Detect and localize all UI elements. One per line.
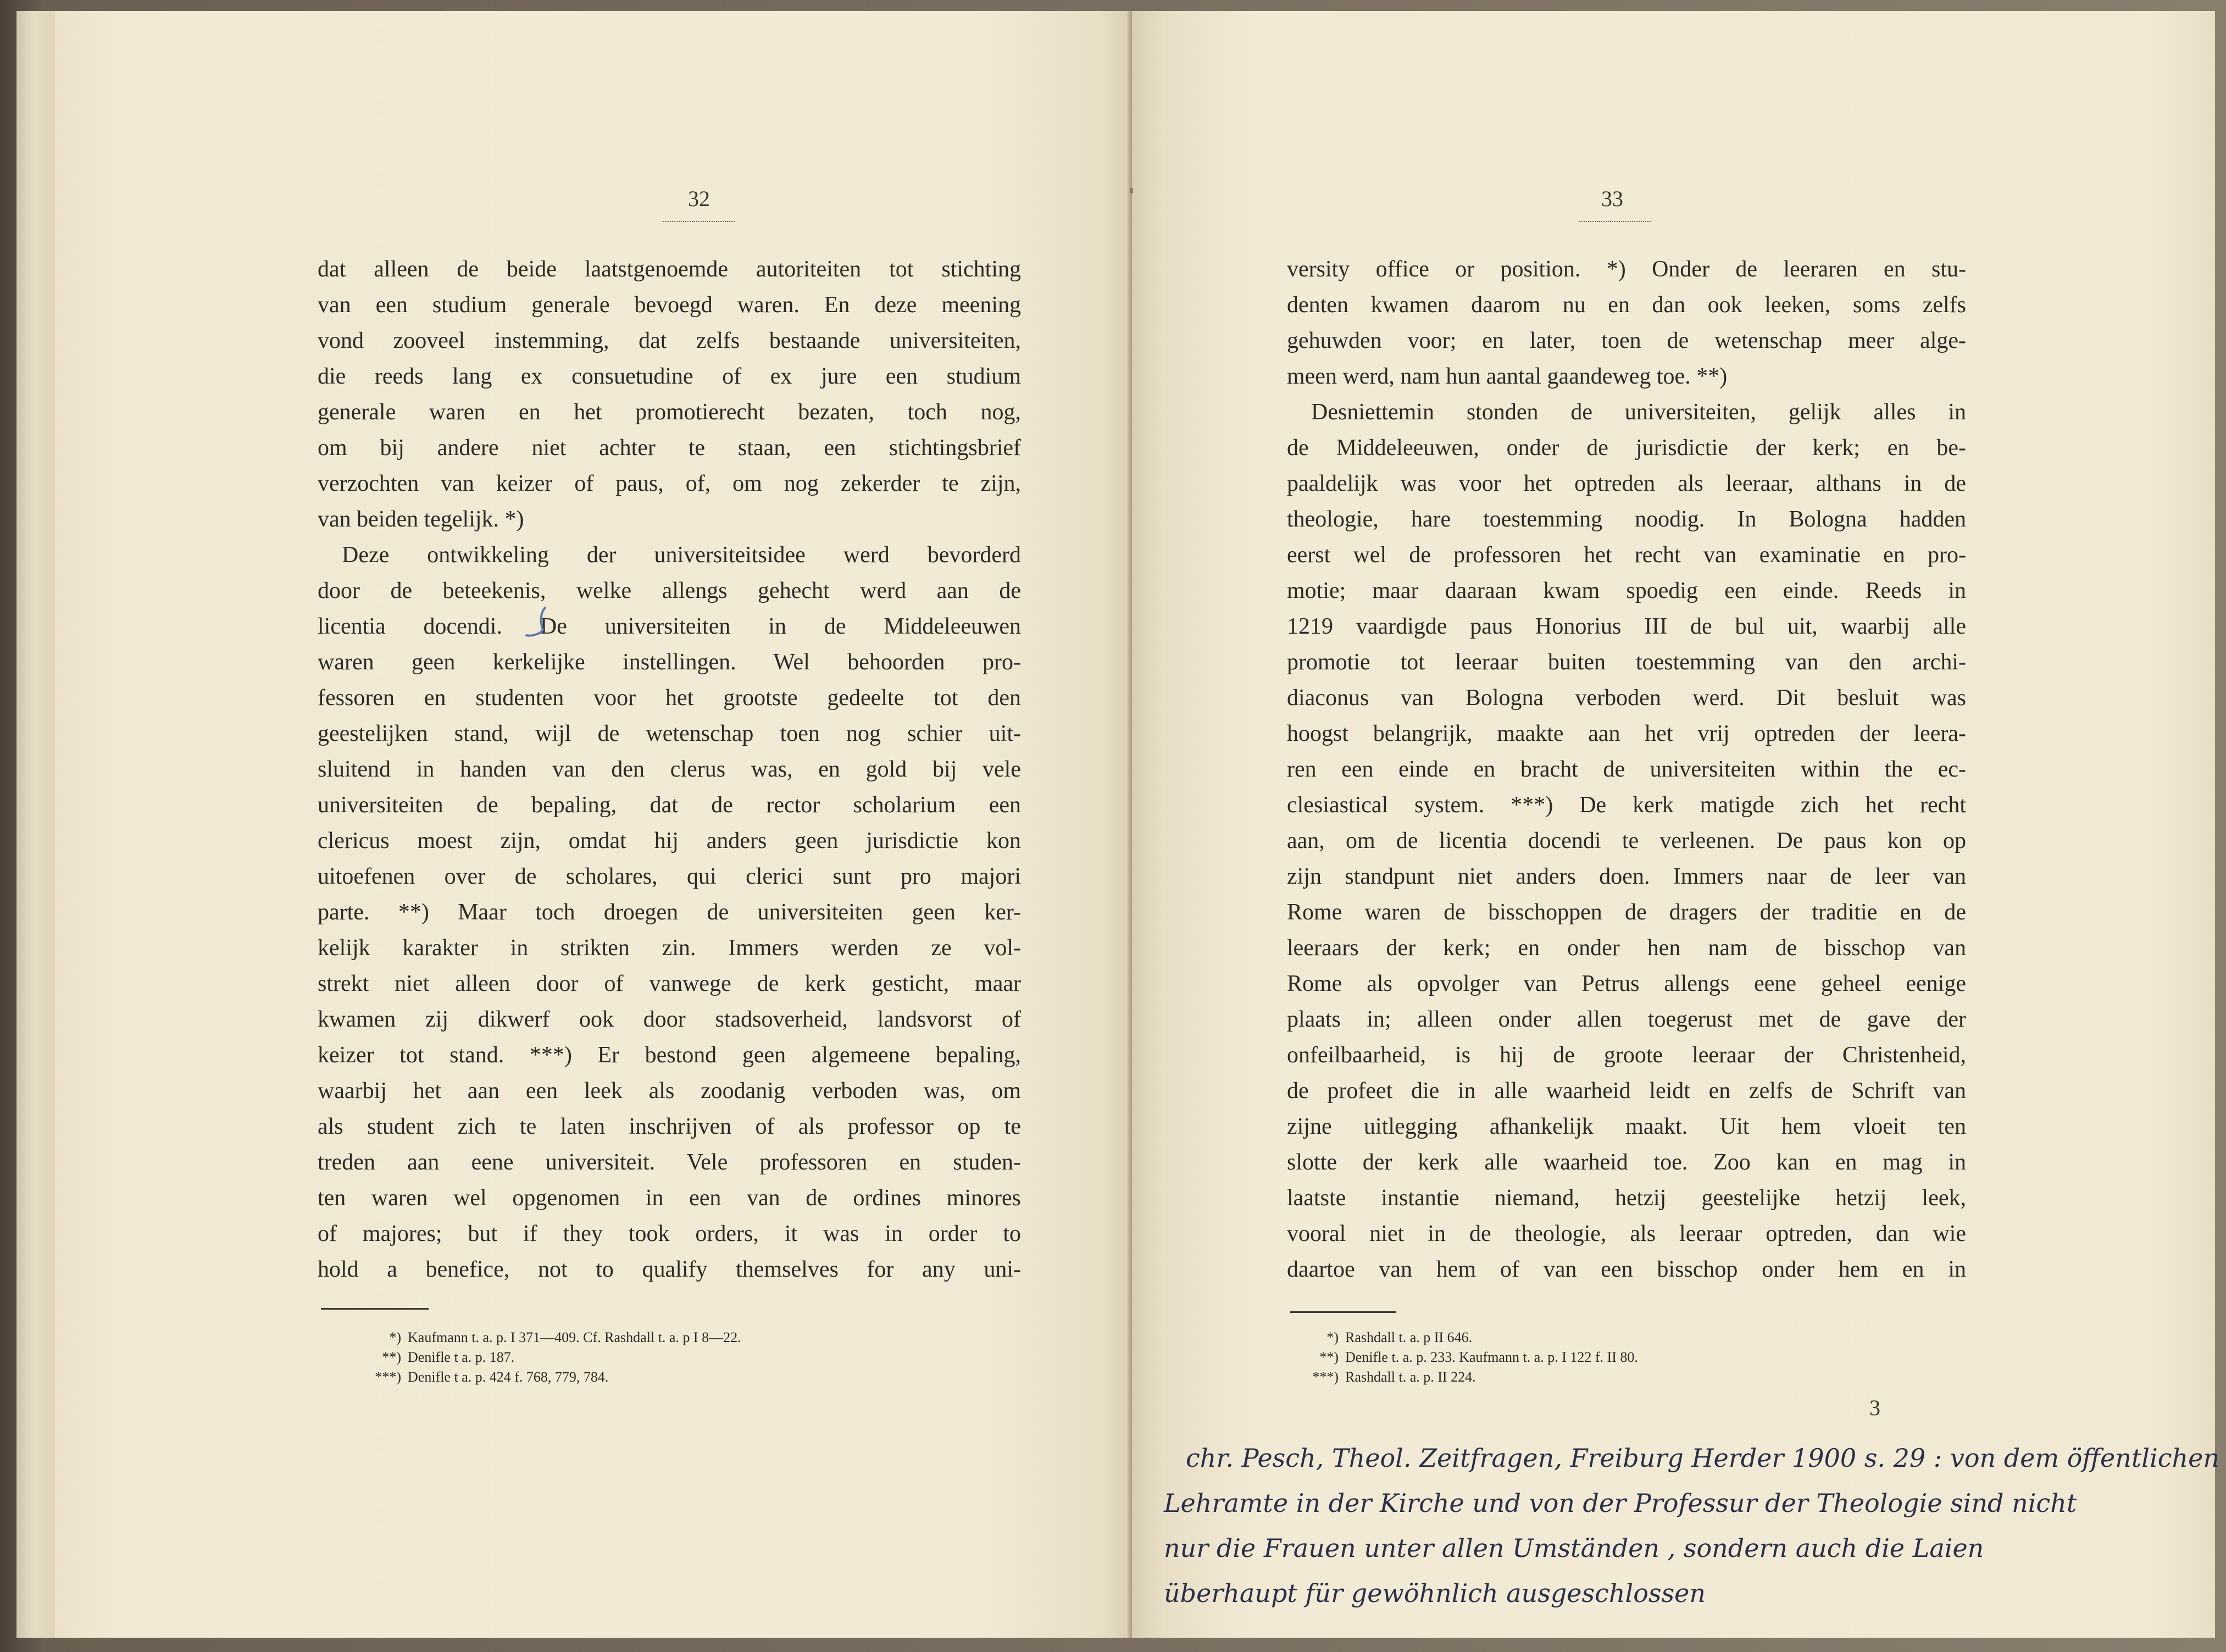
footnote [1300, 1367, 1638, 1387]
text-line: geestelijken stand, wijl de wetenschap toen nog schier uit- [318, 721, 1021, 746]
text-line: sluitend in handen van den clerus was, en gold bij vele [318, 757, 1021, 782]
footnote-text: Kaufmann t. a. p. I 371—409. Cf. Rashdall t. a. p I 8—22. [408, 1329, 741, 1345]
text-line: diaconus van Bologna verboden werd. Dit besluit was [1287, 685, 1966, 711]
footnotes [363, 1328, 741, 1387]
text-line: kelijk karakter in strikten zin. Immers werden ze vol- [318, 935, 1021, 961]
text-line: van een studium generale bevoegd waren. En deze meening [318, 292, 1021, 318]
right-page [1132, 11, 2219, 1638]
text-line: clericus moest zijn, omdat hij anders geen jurisdictie kon [318, 828, 1021, 853]
text-line: leeraars der kerk; en onder hen nam de bisschop van [1287, 935, 1966, 961]
text-line: plaats in; alleen onder allen toegerust met de gave der [1287, 1007, 1966, 1032]
footnote-text: Denifle t a. p. 187. [408, 1349, 515, 1365]
text-line: Rome als opvolger van Petrus allengs eene geheel eenige [1287, 971, 1966, 996]
text-line: meen werd, nam hun aantal gaandeweg toe. **) [1287, 364, 1728, 389]
text-line: clesiastical system. ***) De kerk matigde zich het recht [1287, 792, 1966, 818]
text-line: slotte der kerk alle waarheid toe. Zoo kan en mag in [1287, 1150, 1966, 1175]
footnote [363, 1348, 741, 1367]
handwritten-line: Lehramte in der Kirche und von der Professur der Theologie sind nicht [1164, 1488, 2077, 1518]
text-line: of majores; but if they took orders, it was in order to [318, 1221, 1021, 1246]
footnote-rule [321, 1308, 429, 1310]
text-line: Desniettemin stonden de universiteiten, gelijk alles in [1311, 400, 1966, 425]
text-line: vond zooveel instemming, dat zelfs bestaande universiteiten, [318, 328, 1021, 353]
text-line: aan, om de licentia docendi te verleenen. De paus kon op [1287, 828, 1966, 853]
pencil-bracket-mark [524, 606, 549, 639]
page-number: 33 [1601, 186, 1623, 211]
body-text [1287, 252, 1966, 1288]
text-line: daartoe van hem of van een bisschop onder hem en in [1287, 1257, 1966, 1282]
text-line: door de beteekenis, welke allengs gehecht werd aan de [318, 578, 1021, 603]
text-line: de profeet die in alle waarheid leidt en zelfs de Schrift van [1287, 1078, 1966, 1104]
text-line: treden aan eene universiteit. Vele professoren en studen- [318, 1150, 1021, 1175]
text-line: denten kwamen daarom nu en dan ook leeken, soms zelfs [1287, 292, 1966, 318]
signature-mark: 3 [1869, 1395, 1880, 1420]
text-line: vooral niet in de theologie, als leeraar optreden, dan wie [1287, 1221, 1966, 1246]
text-line: theologie, hare toestemming noodig. In Bologna hadden [1287, 507, 1966, 532]
text-line: fessoren en studenten voor het grootste gedeelte tot den [318, 685, 1021, 711]
footnote-mark: ***) [1312, 1369, 1339, 1385]
text-line: uitoefenen over de scholares, qui clerici sunt pro majori [318, 864, 1021, 889]
text-line: waarbij het aan een leek als zoodanig verboden was, om [318, 1078, 1021, 1104]
text-line: dat alleen de beide laatstgenoemde autoriteiten tot stichting [318, 257, 1021, 282]
footnote-text: Rashdall t. a. p II 646. [1345, 1329, 1473, 1345]
footnote-mark: *) [389, 1329, 401, 1345]
text-line: licentia docendi. De universiteiten in de Middeleeuwen [318, 614, 1021, 639]
footnote-mark: *) [1326, 1329, 1339, 1345]
text-line: van beiden tegelijk. *) [318, 507, 524, 532]
text-line: generale waren en het promotierecht bezaten, toch nog, [318, 400, 1021, 425]
text-line: Rome waren de bisschoppen de dragers der traditie en de [1287, 900, 1966, 925]
text-line: keizer tot stand. ***) Er bestond geen algemeene bepaling, [318, 1043, 1021, 1068]
page-number-underline [1579, 218, 1651, 222]
page-number: 32 [688, 186, 710, 211]
text-line: eerst wel de professoren het recht van examinatie en pro- [1287, 542, 1966, 568]
body-text [318, 252, 1021, 1288]
footnote-text: Denifle t. a. p. 233. Kaufmann t. a. p. I 122 f. II 80. [1345, 1349, 1638, 1365]
footnote [363, 1328, 741, 1348]
footnote [1300, 1348, 1638, 1367]
text-line: kwamen zij dikwerf ook door stadsoverheid, landsvorst of [318, 1007, 1021, 1032]
text-line: zijne uitlegging afhankelijk maakt. Uit hem vloeit ten [1287, 1114, 1966, 1139]
binding-mark [1130, 188, 1133, 193]
page-number-underline [663, 218, 735, 222]
footnote [363, 1367, 741, 1387]
text-line: zijn standpunt niet anders doen. Immers naar de leer van [1287, 864, 1966, 889]
footnote-rule [1290, 1311, 1396, 1313]
text-line: paaldelijk was voor het optreden als leeraar, althans in de [1287, 471, 1966, 496]
text-line: strekt niet alleen door of vanwege de kerk gesticht, maar [318, 971, 1021, 996]
text-line: universiteiten de bepaling, dat de rector scholarium een [318, 792, 1021, 818]
text-line: gehuwden voor; en later, toen de wetenschap meer alge- [1287, 328, 1966, 353]
footnote-text: Rashdall t. a. p. II 224. [1345, 1369, 1476, 1385]
text-line: 1219 vaardigde paus Honorius III de bul uit, waarbij alle [1287, 614, 1966, 639]
text-line: parte. **) Maar toch droegen de universiteiten geen ker- [318, 900, 1021, 925]
text-line: Deze ontwikkeling der universiteitsidee werd bevorderd [342, 542, 1021, 568]
handwritten-line: überhaupt für gewöhnlich ausgeschlossen [1164, 1578, 1706, 1608]
text-line: ten waren wel opgenomen in een van de ordines minores [318, 1185, 1021, 1211]
handwritten-note [1164, 1435, 2219, 1616]
footnotes [1300, 1328, 1638, 1387]
text-line: verzochten van keizer of paus, of, om nog zekerder te zijn, [318, 471, 1021, 496]
text-line: hoogst belangrijk, maakte aan het vrij optreden der leera- [1287, 721, 1966, 746]
footnote [1300, 1328, 1638, 1348]
footnote-mark: ***) [375, 1369, 401, 1385]
text-line: waren geen kerkelijke instellingen. Wel behoorden pro- [318, 650, 1021, 675]
text-line: laatste instantie niemand, hetzij geestelijke hetzij leek, [1287, 1185, 1966, 1211]
text-line: motie; maar daaraan kwam spoedig een einde. Reeds in [1287, 578, 1966, 603]
footnote-mark: **) [382, 1349, 401, 1365]
text-line: versity office or position. *) Onder de leeraren en stu- [1287, 257, 1966, 282]
footnote-text: Denifle t a. p. 424 f. 768, 779, 784. [408, 1369, 609, 1385]
text-line: onfeilbaarheid, is hij de groote leeraar der Christenheid, [1287, 1043, 1966, 1068]
text-line: die reeds lang ex consuetudine of ex jure een studium [318, 364, 1021, 389]
handwritten-line: chr. Pesch, Theol. Zeitfragen, Freiburg Herder 1900 s. 29 : von dem öffentlichen [1186, 1443, 2219, 1473]
text-line: hold a benefice, not to qualify themselves for any uni- [318, 1257, 1021, 1282]
text-line: als student zich te laten inschrijven of als professor op te [318, 1114, 1021, 1139]
text-line: de Middeleeuwen, onder de jurisdictie der kerk; en be- [1287, 435, 1966, 461]
left-page [55, 11, 1132, 1638]
text-line: ren een einde en bracht de universiteiten within the ec- [1287, 757, 1966, 782]
text-line: promotie tot leeraar buiten toestemming van den archi- [1287, 650, 1966, 675]
text-line: om bij andere niet achter te staan, een stichtingsbrief [318, 435, 1021, 461]
footnote-mark: **) [1319, 1349, 1339, 1365]
handwritten-line: nur die Frauen unter allen Umständen , sondern auch die Laien [1164, 1533, 1984, 1563]
